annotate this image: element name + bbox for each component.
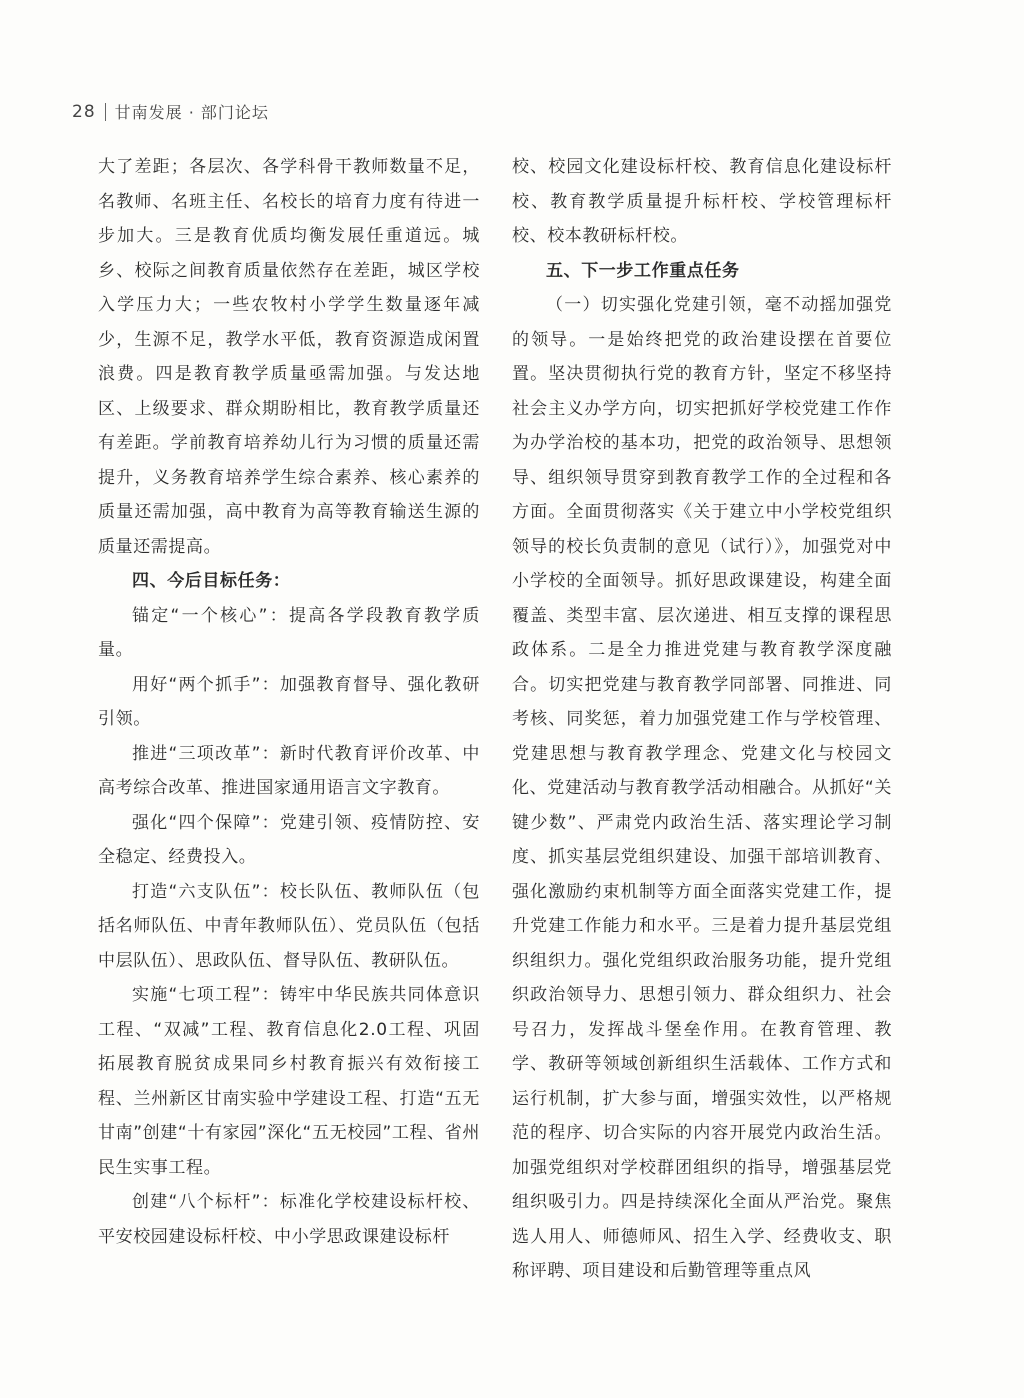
running-header (72, 100, 269, 123)
header-divider (105, 103, 106, 121)
paragraph: 用好“两个抓手”：加强教育督导、强化教研引领。 (98, 674, 480, 729)
paragraph: 创建“八个标杆”：标准化学校建设标杆校、平安校园建设标杆校、中小学思政课建设标杆 (98, 1192, 480, 1247)
paragraph: 校、校园文化建设标杆校、教育信息化建设标杆校、教育教学质量提升标杆校、学校管理标杆校、校本教研标杆校。 (512, 157, 892, 246)
paragraph: 推进“三项改革”：新时代教育评价改革、中高考综合改革、推进国家通用语言文字教育。 (98, 743, 480, 798)
paragraph: 强化“四个保障”：党建引领、疫情防控、安全稳定、经费投入。 (98, 812, 480, 867)
section-title: 甘南发展 · 部门论坛 (114, 103, 269, 122)
page-number: 28 (72, 101, 96, 122)
paragraph: 大了差距；各层次、各学科骨干教师数量不足，名教师、名班主任、名校长的培育力度有待进一步加大。三是教育优质均衡发展任重道远。城乡、校际之间教育质量依然存在差距，城区学校入学压力大；一些农牧村小学学生数量逐年减少，生源不足，教学水平低，教育资源造成闲置浪费。四是教育教学质量亟需加强。与发达地区、上级要求、群众期盼相比，教育教学质量还有差距。学前教育培养幼儿行为习惯的质量还需提升，义务教育培养学生综合素养、核心素养的质量还需加强，高中教育为高等教育输送生源的质量还需提高。 (98, 157, 480, 557)
paragraph: 锚定“一个核心”：提高各学段教育教学质量。 (98, 605, 480, 660)
section-heading-4: 四、今后目标任务： (132, 571, 291, 591)
paragraph: 实施“七项工程”：铸牢中华民族共同体意识工程、“双减”工程、教育信息化2.0工程、巩固拓展教育脱贫成果同乡村教育振兴有效衔接工程、兰州新区甘南实验中学建设工程、打造“五无甘南”创建“十有家园”深化“五无校园”工程、省州民生实事工程。 (98, 985, 480, 1178)
section-heading-5: 五、下一步工作重点任务 (546, 260, 740, 281)
right-column (512, 150, 892, 1289)
paragraph: 打造“六支队伍”：校长队伍、教师队伍（包括名师队伍、中青年教师队伍）、党员队伍（包括中层队伍）、思政队伍、督导队伍、教研队伍。 (98, 881, 480, 971)
left-column (98, 150, 480, 1254)
paragraph: （一）切实强化党建引领，毫不动摇加强党的领导。一是始终把党的政治建设摆在首要位置。坚决贯彻执行党的教育方针，坚定不移坚持社会主义办学方向，切实把抓好学校党建工作作为办学治校的基本功，把党的政治领导、思想领导、组织领导贯穿到教育教学工作的全过程和各方面。全面贯彻落实《关于建立中小学校党组织领导的校长负责制的意见（试行）》，加强党对中小学校的全面领导。抓好思政课建设，构建全面覆盖、类型丰富、层次递进、相互支撑的课程思政体系。二是全力推进党建与教育教学深度融合。切实把党建与教育教学同部署、同推进、同考核、同奖惩，着力加强党建工作与学校管理、党建思想与教育教学理念、党建文化与校园文化、党建活动与教育教学活动相融合。从抓好“关键少数”、严肃党内政治生活、落实理论学习制度、抓实基层党组织建设、加强干部培训教育、强化激励约束机制等方面全面落实党建工作，提升党建工作能力和水平。三是着力提升基层党组织组织力。强化党组织政治服务功能，提升党组织政治领导力、思想引领力、群众组织力、社会号召力，发挥战斗堡垒作用。在教育管理、教学、教研等领域创新组织生活载体、工作方式和运行机制，扩大参与面，增强实效性，以严格规范的程序、切合实际的内容开展党内政治生活。加强党组织对学校群团组织的指导，增强基层党组织吸引力。四是持续深化全面从严治党。聚焦选人用人、师德师风、招生入学、经费收支、职称评聘、项目建设和后勤管理等重点风 (512, 295, 892, 1281)
